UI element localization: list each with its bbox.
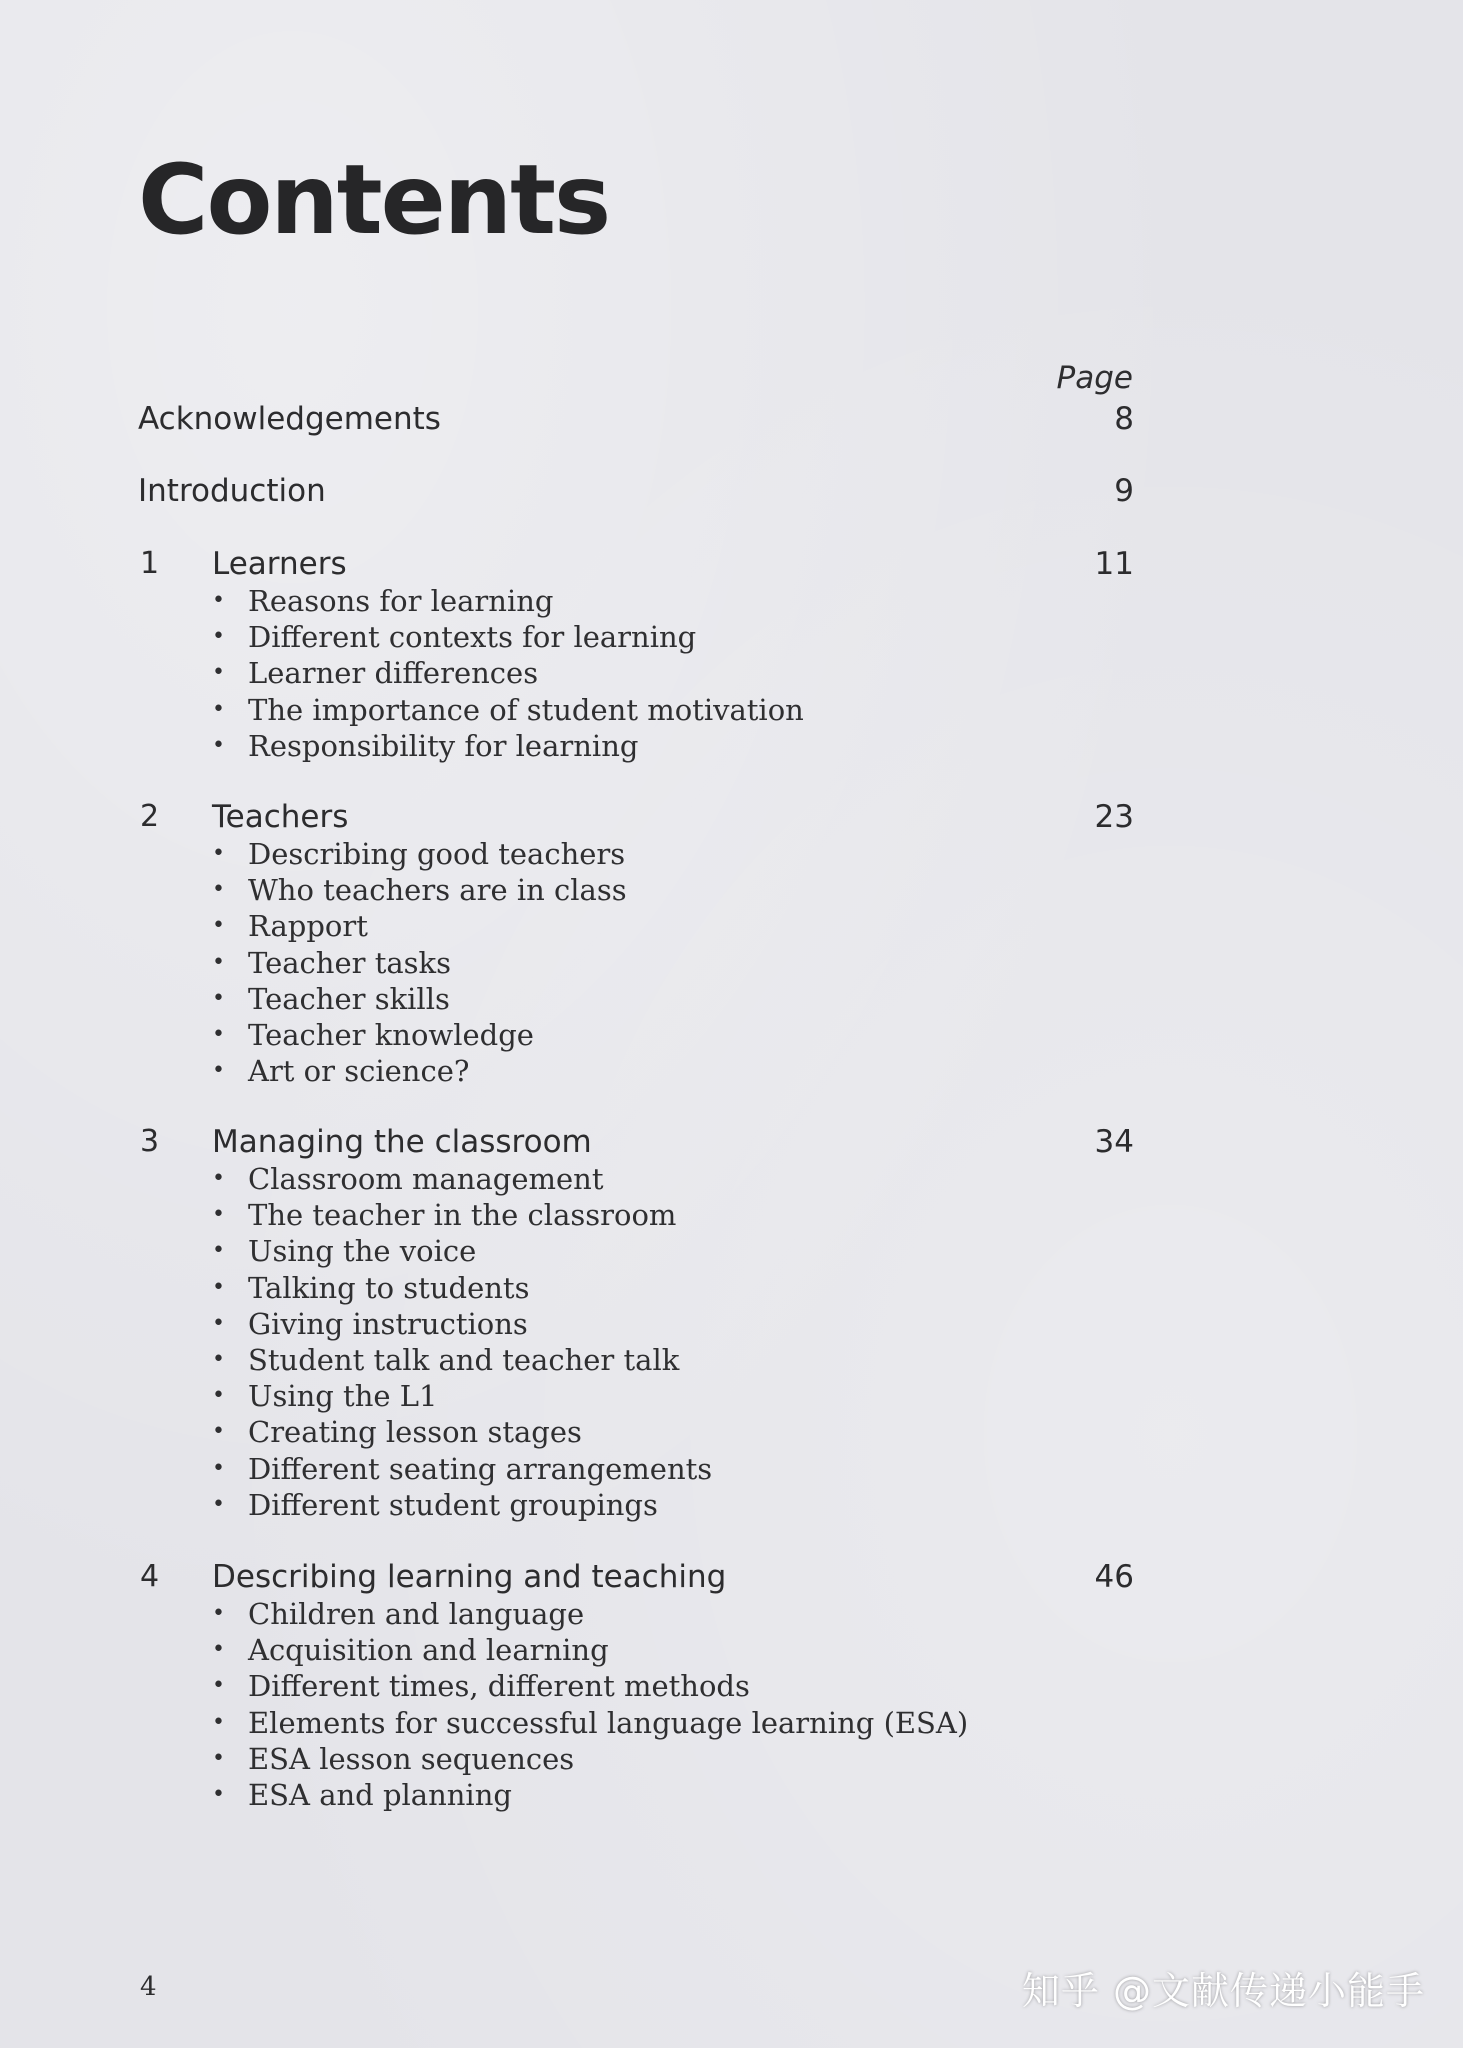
topic-item: • Classroom management	[212, 1162, 604, 1196]
chapter-4-topics	[208, 1596, 968, 1813]
bullet-icon: •	[212, 1637, 225, 1663]
topic-item: • Who teachers are in class	[212, 873, 627, 908]
topic-item: • Elements for successful language learning (ESA)	[212, 1705, 969, 1740]
bullet-icon: •	[212, 1419, 225, 1445]
topic-item: • Teacher tasks	[212, 945, 451, 980]
bullet-icon: •	[212, 1346, 225, 1372]
chapter-title: Teachers	[212, 799, 349, 835]
topic-item: • Children and language	[212, 1597, 585, 1631]
entry-page-number: 8	[1114, 401, 1134, 437]
chapter-number: 2	[140, 799, 160, 834]
entry-title: Introduction	[138, 473, 326, 509]
bullet-icon: •	[212, 1709, 225, 1735]
topic-item: • Creating lesson stages	[212, 1415, 582, 1450]
topic-item: • Teacher knowledge	[212, 1017, 534, 1052]
topic-item: • Rapport	[212, 909, 368, 944]
bullet-icon: •	[212, 949, 225, 975]
topic-item: • Teacher skills	[212, 981, 450, 1016]
bullet-icon: •	[212, 1745, 225, 1771]
topic-item: • Different contexts for learning	[212, 620, 697, 655]
topic-item: • Using the L1	[212, 1379, 438, 1414]
watermark: 知乎 @文献传递小能手	[1021, 1969, 1425, 2013]
topic-item: • Student talk and teacher talk	[212, 1342, 680, 1377]
topic-item: • Using the voice	[212, 1234, 477, 1269]
topic-item: • ESA lesson sequences	[212, 1741, 575, 1776]
bullet-icon: •	[212, 1166, 225, 1191]
bullet-icon: •	[212, 1238, 225, 1264]
bullet-icon: •	[212, 588, 225, 613]
chapter-1-topics	[208, 583, 804, 764]
toc-entry-chapter-1	[138, 544, 1134, 584]
entry-page-number: 23	[1094, 799, 1134, 835]
topic-item: • ESA and planning	[212, 1777, 512, 1812]
chapter-title: Managing the classroom	[212, 1124, 592, 1160]
bullet-icon: •	[212, 732, 225, 758]
bullet-icon: •	[212, 1383, 225, 1409]
bullet-icon: •	[212, 624, 225, 650]
bullet-icon: •	[212, 841, 225, 866]
toc-entry-chapter-4	[138, 1557, 1134, 1597]
topic-item: • Describing good teachers	[212, 837, 626, 871]
bullet-icon: •	[212, 985, 225, 1011]
topic-item: • Acquisition and learning	[212, 1633, 609, 1668]
topic-item: • Art or science?	[212, 1054, 470, 1089]
topic-item: • Different student groupings	[212, 1487, 658, 1522]
topic-item: • Different seating arrangements	[212, 1451, 713, 1486]
bullet-icon: •	[212, 877, 225, 903]
bullet-icon: •	[212, 1601, 225, 1626]
page-folio: 4	[140, 1972, 157, 2002]
toc-entry-chapter-2	[138, 797, 1134, 837]
bullet-icon: •	[212, 1491, 225, 1517]
bullet-icon: •	[212, 1274, 225, 1300]
chapter-title: Learners	[212, 546, 347, 582]
toc-entry-chapter-3	[138, 1122, 1134, 1162]
page-column-label: Page	[1056, 360, 1133, 396]
chapter-number: 1	[140, 546, 160, 581]
entry-page-number: 11	[1094, 546, 1134, 582]
toc-entry-introduction	[138, 471, 1134, 511]
bullet-icon: •	[212, 1202, 225, 1228]
bullet-icon: •	[212, 1021, 225, 1047]
bullet-icon: •	[212, 1781, 225, 1807]
bullet-icon: •	[212, 1673, 225, 1699]
entry-page-number: 46	[1094, 1559, 1134, 1595]
topic-item: • The importance of student motivation	[212, 692, 804, 727]
page-title: Contents	[138, 144, 610, 256]
topic-item: • Reasons for learning	[212, 584, 554, 618]
topic-item: • Giving instructions	[212, 1306, 528, 1341]
entry-title: Acknowledgements	[138, 401, 441, 437]
topic-item: • Different times, different methods	[212, 1669, 750, 1704]
toc-entry-acknowledgements	[138, 399, 1134, 439]
entry-page-number: 34	[1094, 1124, 1134, 1160]
entry-page-number: 9	[1114, 473, 1134, 509]
bullet-icon: •	[212, 660, 225, 686]
bullet-icon: •	[212, 913, 225, 939]
topic-item: • The teacher in the classroom	[212, 1198, 677, 1233]
chapter-2-topics	[208, 836, 627, 1089]
bullet-icon: •	[212, 696, 225, 722]
chapter-3-topics	[208, 1161, 712, 1523]
bullet-icon: •	[212, 1058, 225, 1084]
topic-item: • Talking to students	[212, 1270, 530, 1305]
chapter-number: 3	[140, 1124, 160, 1159]
chapter-number: 4	[140, 1559, 160, 1594]
chapter-title: Describing learning and teaching	[212, 1559, 727, 1595]
topic-item: • Responsibility for learning	[212, 728, 639, 763]
bullet-icon: •	[212, 1455, 225, 1481]
topic-item: • Learner differences	[212, 656, 539, 691]
bullet-icon: •	[212, 1310, 225, 1336]
